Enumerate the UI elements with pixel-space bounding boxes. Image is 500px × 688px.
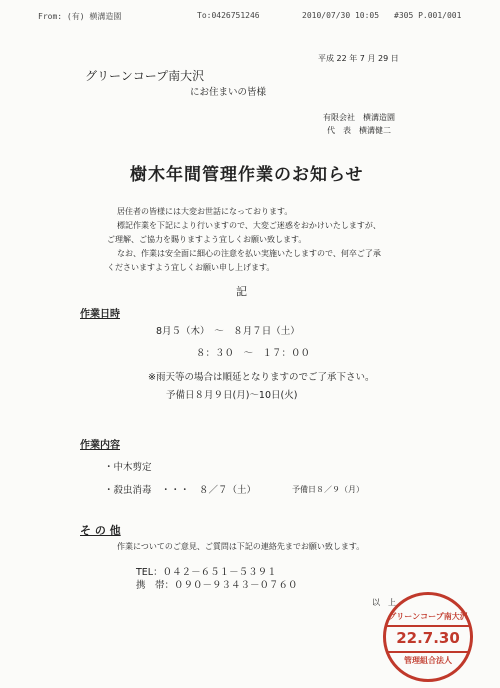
body-line: くださいますよう宜しくお願い申し上げます。 [107,263,275,272]
sender-representative: 代 表 横溝健二 [327,126,391,135]
reserve-days: 予備日８月９日(月)～10日(火) [166,390,298,401]
content-item-pruning: ・中木剪定 [104,462,152,473]
body-line: 標記作業を下記により行いますので、大変ご迷惑をおかけいたしますが、 [117,221,381,230]
document-date: 平成 22 年 7 月 29 日 [318,54,399,63]
stamp-date: 22.7.30 [396,629,460,647]
content-heading: 作業内容 [80,440,120,451]
closing-ijou: 以 上 [372,598,396,607]
schedule-dates: 8月５（木） ～ ８月７日（土） [156,326,300,337]
other-heading: そ の 他 [80,524,121,537]
fax-datetime: 2010/07/30 10:05 [302,11,380,20]
contact-mobile: 携 帯：０９０－９３４３－０７６０ [136,580,298,591]
content-item-pesticide-reserve: 予備日８／９（月） [292,485,364,494]
content-item-pesticide: ・殺虫消毒 ・・・ ８／７（土） [104,485,257,496]
stamp-divider [386,651,470,653]
fax-from: From: (有) 横溝造園 [38,12,122,21]
recipient-line2: にお住まいの皆様 [190,87,267,98]
stamp-bottom: 管理組合法人 [404,656,452,665]
stamp-divider [386,625,470,627]
stamp-org: グリーンコープ南大沢 [388,612,468,621]
ki-heading: 記 [236,285,247,298]
body-line: ご理解、ご協力を賜りますよう宜しくお願い致します。 [107,235,307,244]
document-title: 樹木年間管理作業のお知らせ [130,165,364,185]
recipient-org: グリーンコープ南大沢 [85,69,205,83]
schedule-times: ８：３０ ～ １７：００ [196,348,311,359]
receipt-stamp [383,592,473,682]
body-line: 居住者の皆様には大変お世話になっております。 [117,207,293,216]
fax-page: #305 P.001/001 [394,11,462,20]
rain-note: ※雨天等の場合は順延となりますのでご了承下さい。 [148,372,375,383]
contact-tel: TEL：０４２－６５１－５３９１ [136,567,277,578]
body-line: なお、作業は安全面に細心の注意を払い実施いたしますので、何卒ご了承 [117,249,381,258]
sender-company: 有限会社 横溝造園 [323,113,395,122]
fax-to: To:0426751246 [197,11,260,20]
other-text: 作業についてのご意見、ご質問は下記の連絡先までお願い致します。 [117,542,365,551]
schedule-heading: 作業日時 [80,309,120,320]
